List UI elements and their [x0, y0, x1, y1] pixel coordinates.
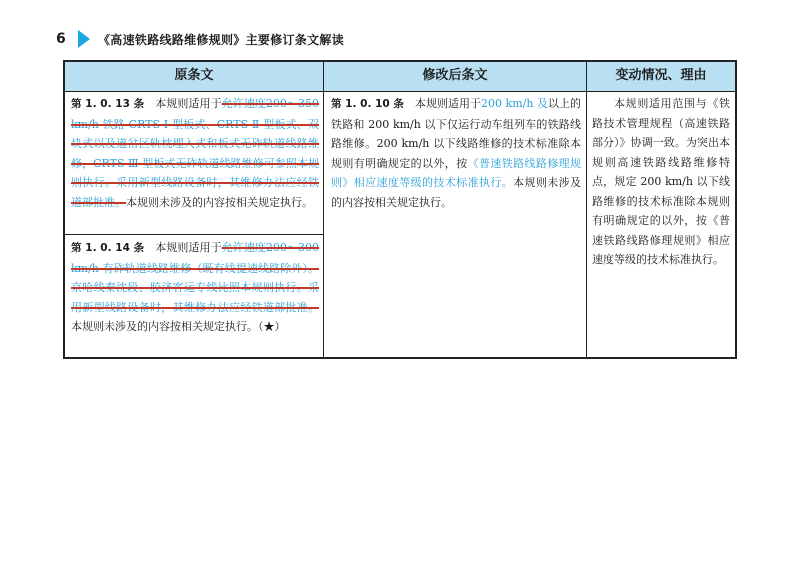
added-text: 《普速铁路线路修理规则》相应速度等级的技术标准执行。: [331, 156, 582, 189]
article-number: 第 1. 0. 14 条: [71, 242, 145, 254]
column-header-original: 原条文: [174, 68, 214, 83]
article-number: 第 1. 0. 13 条: [71, 98, 145, 110]
article-text: 本规则适用于: [144, 241, 222, 254]
original-article-1: [71, 94, 319, 212]
deleted-text: 允许速度200～350 km/h 铁路 CRTS Ⅰ 型板式、CRTS Ⅱ 型板式、双块式以及道岔区轨枕埋入式和板式无砟轨道线路维修，CRTS Ⅲ 型板式无砟轨道线路维修可参照本规则执行。采用新型线路设备时，其维修办法应经铁道部批准。: [71, 97, 320, 209]
triangle-arrow-icon: [78, 30, 90, 48]
comparison-table: [63, 60, 737, 359]
original-article-2: [71, 238, 319, 337]
article-text: 本规则未涉及的内容按相关规定执行。: [126, 195, 313, 209]
book-title: 《高速铁路线路维修规则》主要修订条文解读: [98, 32, 345, 47]
deleted-text: 允许速度200～300 km/h 有砟轨道线路维修（既有线提速线路除外）。京哈线秦沈段、胶济客运专线比照本规则执行。采用新型线路设备时，其维修办法应经铁道部批准。: [71, 241, 320, 314]
column-header-reason: 变动情况、理由: [615, 68, 707, 83]
row-divider: [65, 234, 323, 235]
column-divider: [323, 62, 324, 357]
reason-text: 本规则适用范围与《铁路技术管理规程（高速铁路部分）》协调一致。为突出本规则高速铁路线路维修特点，规定 200 km/h 以下线路维修的技术标准除本规则有明确规定的以外，按《普速铁路线路修理规则》相应速度等级的技术标准执行。: [592, 97, 730, 266]
column-divider: [586, 62, 587, 357]
article-number: 第 1. 0. 10 条: [331, 98, 404, 110]
page-header: [56, 28, 344, 50]
table-header-row: [65, 62, 735, 92]
article-text: 以上的铁路和 200 km/h 以下仅运行动车组列车的铁路线路维修。200 km/h 以下线路维修的技术标准除本规则有明确规定的以外，按: [331, 97, 581, 170]
article-text: 本规则未涉及的内容按相关规定执行。: [331, 176, 582, 209]
article-text: 本规则适用于: [144, 97, 222, 110]
article-text: 本规则未涉及的内容按相关规定执行。（★）: [71, 320, 286, 333]
article-text: 本规则适用于: [403, 97, 482, 110]
page-number: 6: [56, 31, 66, 47]
revised-article: [331, 94, 581, 212]
added-text: 200 km/h 及: [481, 97, 548, 110]
column-header-revised: 修改后条文: [422, 68, 488, 83]
